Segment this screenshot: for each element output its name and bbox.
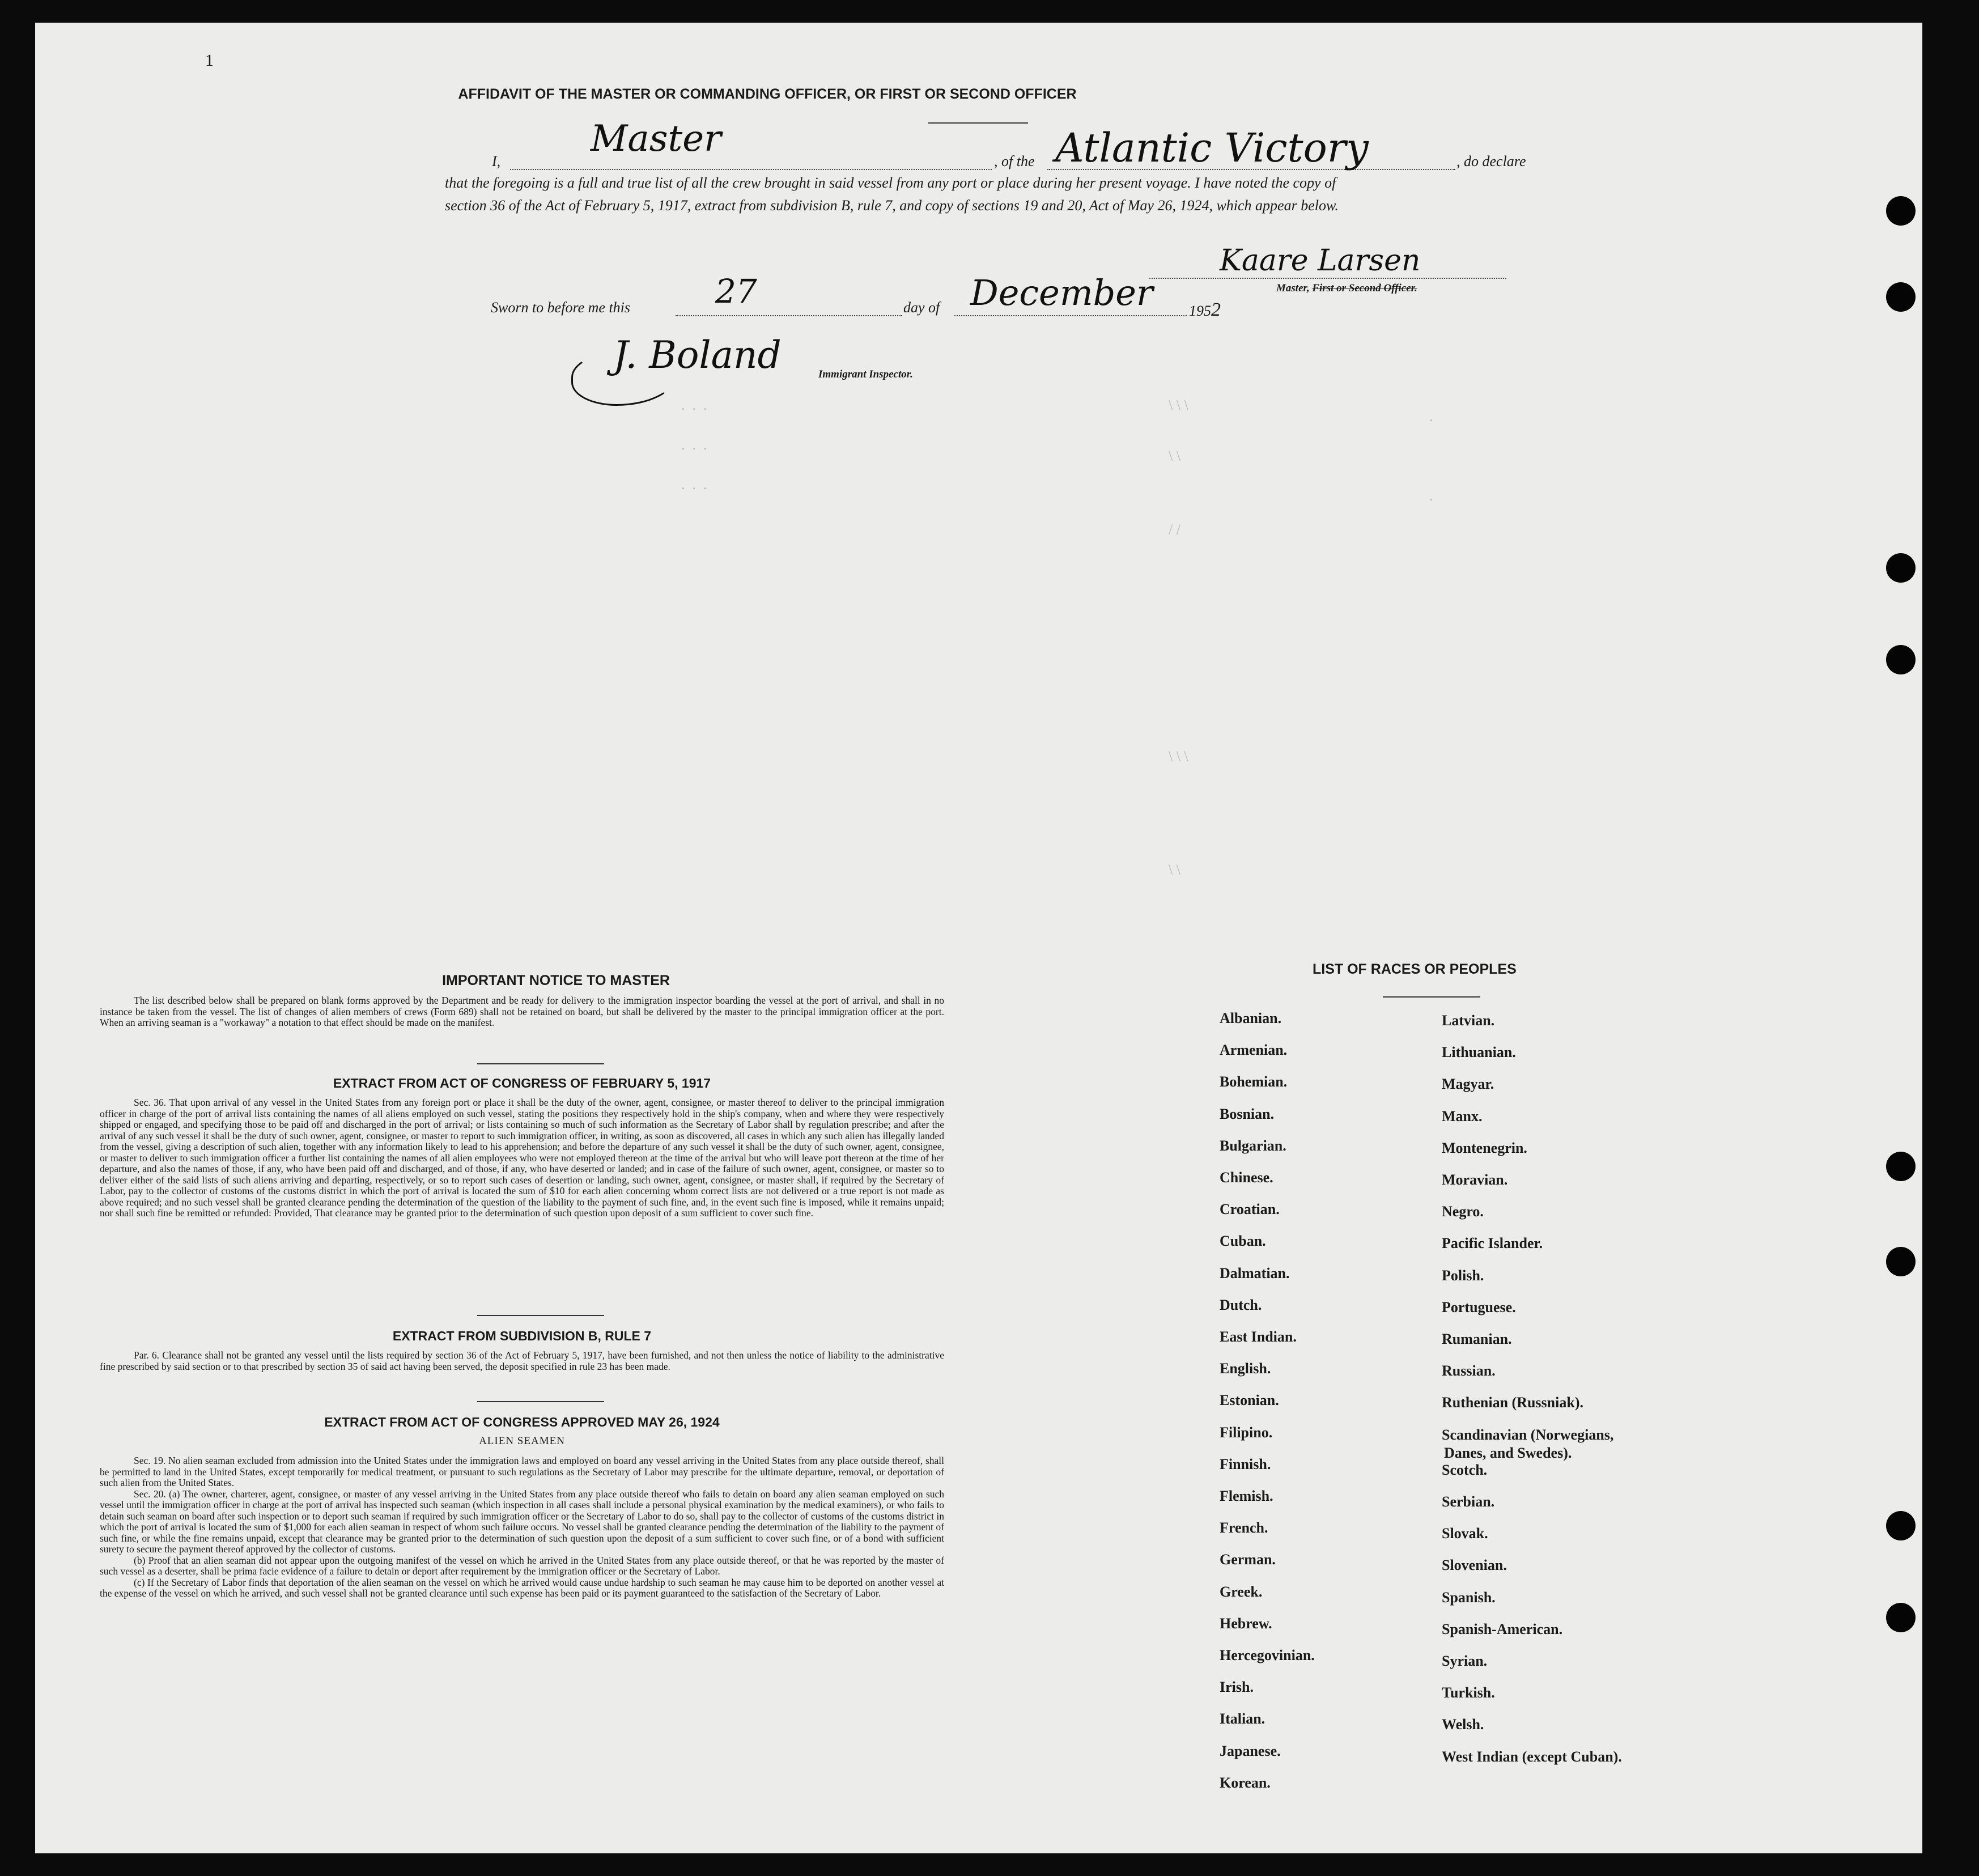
race-item: Hebrew. bbox=[1220, 1615, 1272, 1632]
year-digit-handwriting: 2 bbox=[1211, 299, 1221, 320]
master-signature: Kaare Larsen bbox=[1220, 244, 1421, 278]
race-item: Welsh. bbox=[1442, 1716, 1484, 1733]
i-field-line bbox=[510, 169, 992, 170]
notice-heading: IMPORTANT NOTICE TO MASTER bbox=[442, 973, 670, 988]
race-item: Moravian. bbox=[1442, 1172, 1508, 1188]
extract-1924-body bbox=[100, 1455, 944, 1599]
day-of-label: day of bbox=[903, 299, 940, 316]
race-item: Manx. bbox=[1442, 1107, 1483, 1124]
divider-1 bbox=[477, 1063, 604, 1064]
race-item: Portuguese. bbox=[1442, 1298, 1516, 1315]
of-the-label: , of the bbox=[994, 153, 1035, 169]
race-item: Greek. bbox=[1220, 1583, 1263, 1600]
race-item: Scandinavian (Norwegians, bbox=[1442, 1426, 1614, 1443]
sec20c-text: (c) If the Secretary of Labor finds that deportation of the alien seaman on the vessel on which he arrived would cause undue hardship to such seaman he may cause him to be deported on another vessel at the expense of the vessel on which he arrived, and such vessel shall not be granted clearance until such expense has been paid or its payment guaranteed to the satisfaction of the Secretary of Labor. bbox=[100, 1576, 944, 1599]
sworn-label: Sworn to before me this bbox=[491, 299, 631, 316]
race-item: Flemish. bbox=[1220, 1488, 1273, 1504]
race-item: Dutch. bbox=[1220, 1296, 1262, 1313]
race-item: Chinese. bbox=[1220, 1169, 1273, 1186]
sworn-month-handwriting: December bbox=[970, 272, 1153, 313]
extract-1917-heading: EXTRACT FROM ACT OF CONGRESS OF FEBRUARY 5, 1917 bbox=[333, 1076, 711, 1090]
binder-hole bbox=[1886, 1247, 1916, 1276]
race-item: Dalmatian. bbox=[1220, 1264, 1290, 1281]
race-item: French. bbox=[1220, 1520, 1268, 1537]
race-item: Turkish. bbox=[1442, 1684, 1495, 1701]
binder-hole bbox=[1886, 1603, 1916, 1632]
race-item: Rumanian. bbox=[1442, 1331, 1512, 1347]
do-declare-label: , do declare bbox=[1456, 153, 1526, 169]
race-item: Bulgarian. bbox=[1220, 1137, 1286, 1154]
year-label bbox=[1189, 299, 1221, 321]
vessel-handwriting: Atlantic Victory bbox=[1055, 125, 1369, 171]
race-item: Albanian. bbox=[1220, 1010, 1282, 1026]
binder-hole bbox=[1886, 196, 1916, 226]
race-item: German. bbox=[1220, 1551, 1276, 1568]
master-caption-struck: First or Second Officer. bbox=[1312, 282, 1417, 294]
show-through-marks: . . . . . . . . . \ \ \ \ \ / / . . \ \ \ \ \ bbox=[681, 397, 1433, 878]
race-item: Korean. bbox=[1220, 1774, 1271, 1791]
race-item: Spanish-American. bbox=[1442, 1620, 1563, 1637]
sec20b-text: (b) Proof that an alien seaman did not appear upon the outgoing manifest of the vessel on which he arrived in the United States from any place outside thereof, or that he was reported by the master of such vessel as a deserter, shall be prima facie evidence of a failure to detain or deport after requirement by the immigration officer or the Secretary of Labor. bbox=[100, 1554, 944, 1577]
extract-1917-text: Sec. 36. That upon arrival of any vessel in the United States from any foreign port or place it shall be the duty of the owner, agent, consignee, or master thereof to deliver to the principal immigration officer in charge of the port of arrival lists containing the names of all aliens employed on such vessel, stating the positions they respectively hold in the ship's company, when and where they were respectively shipped or engaged, and specifying those to be paid off and discharged in the port of arrival; or lists containing so much of such information as the Secretary of Labor shall by regulation prescribe; and after the arrival of any such vessel it shall be the duty of such owner, agent, consignee, or master to report to such immigration officer, in writing, as soon as discovered, all cases in which any such alien has illegally landed from the vessel, giving a description of such alien, together with any information likely to lead to his apprehension; and before the departure of any such vessel it shall be the duty of such owner, agent, consignee, or master to deliver to such immigration officer a further list containing the names of all alien employees who were not employed thereon at the time of the arrival but who will leave port thereon at the time of her departure, and also the names of those, if any, who have been paid off and discharged, and of those, if any, who have deserted or landed; and in case of the failure of such owner, agent, consignee, or master so to deliver either of the said lists of such aliens arriving and departing, respectively, or so to report such cases of desertion or landing, such owner, agent, consignee, or master shall, if required by the Secretary of Labor, pay to the collector of customs of the customs district in which the port of arrival is located the sum of $10 for each alien concerning whom correct lists are not delivered or a true report is not made as above required; and no such vessel shall be granted clearance pending the determination of the question of the liability to the payment of such fine, and, in the event such fine is imposed, while it remains unpaid; nor shall such fine be remitted or refunded: Provided, That clearance may be granted prior to the determination of such question upon deposit of a sum sufficient to cover such fine. bbox=[100, 1097, 944, 1219]
race-item: Hercegovinian. bbox=[1220, 1647, 1315, 1663]
binder-hole bbox=[1886, 553, 1916, 583]
race-item: Pacific Islander. bbox=[1442, 1235, 1543, 1252]
race-item: Montenegrin. bbox=[1442, 1139, 1527, 1156]
race-item: Bosnian. bbox=[1220, 1105, 1275, 1122]
binder-hole bbox=[1886, 645, 1916, 674]
race-item: Polish. bbox=[1442, 1267, 1484, 1284]
race-item: Slovenian. bbox=[1442, 1557, 1507, 1574]
race-item: Cuban. bbox=[1220, 1233, 1266, 1250]
master-caption-text: Master, bbox=[1276, 282, 1310, 294]
race-item: Scotch. bbox=[1442, 1461, 1488, 1478]
document-page bbox=[35, 23, 1922, 1853]
sworn-month-line bbox=[954, 315, 1187, 316]
declaration-line-2: section 36 of the Act of February 5, 1917, extract from subdivision B, rule 7, and copy of sections 19 and 20, Act of May 26, 1924, which appear below. bbox=[445, 197, 1339, 214]
race-item: West Indian (except Cuban). bbox=[1442, 1748, 1622, 1765]
races-heading: LIST OF RACES OR PEOPLES bbox=[1313, 961, 1517, 977]
race-item: Bohemian. bbox=[1220, 1073, 1288, 1090]
race-item: East Indian. bbox=[1220, 1329, 1297, 1345]
race-item: Filipino. bbox=[1220, 1424, 1273, 1441]
race-item: Italian. bbox=[1220, 1711, 1265, 1728]
master-caption bbox=[1276, 282, 1417, 295]
title-rule bbox=[928, 122, 1028, 124]
race-item: Syrian. bbox=[1442, 1653, 1488, 1669]
race-item: Japanese. bbox=[1220, 1742, 1281, 1759]
master-signature-line bbox=[1149, 278, 1506, 279]
races-rule bbox=[1383, 996, 1480, 998]
master-handwriting: Master bbox=[591, 118, 721, 160]
race-item: Irish. bbox=[1220, 1679, 1254, 1696]
binder-hole bbox=[1886, 1511, 1916, 1540]
inspector-caption: Immigrant Inspector. bbox=[818, 368, 913, 380]
sworn-day-line bbox=[676, 315, 902, 316]
race-item: Latvian. bbox=[1442, 1012, 1495, 1029]
race-item: Croatian. bbox=[1220, 1201, 1280, 1218]
race-item: Lithuanian. bbox=[1442, 1044, 1516, 1061]
sworn-day-handwriting: 27 bbox=[715, 272, 757, 311]
declaration-line-1: that the foregoing is a full and true list of all the crew brought in said vessel from any port or place during her present voyage. I have noted the copy of bbox=[445, 175, 1336, 191]
race-item: Ruthenian (Russniak). bbox=[1442, 1394, 1583, 1411]
race-item: Russian. bbox=[1442, 1363, 1496, 1380]
binder-hole bbox=[1886, 282, 1916, 312]
extract-1924-heading: EXTRACT FROM ACT OF CONGRESS APPROVED MAY 26, 1924 bbox=[324, 1415, 720, 1429]
race-item: Serbian. bbox=[1442, 1493, 1495, 1510]
race-item: Negro. bbox=[1442, 1203, 1484, 1220]
inspector-signature: J. Boland bbox=[613, 333, 782, 377]
sec19-text: Sec. 19. No alien seaman excluded from admission into the United States under the immigration laws and employed on board any vessel arriving in the United States from any place outside thereof, shall be permitted to land in the United States, except temporarily for medical treatment, or pursuant to such regulations as the Secretary of Labor may prescribe for the ultimate departure, removal, or deportation of such alien from the United States. bbox=[100, 1455, 944, 1488]
race-item: Finnish. bbox=[1220, 1455, 1271, 1472]
affidavit-title: AFFIDAVIT OF THE MASTER OR COMMANDING OFFICER, OR FIRST OR SECOND OFFICER bbox=[458, 86, 1077, 102]
extract-1924-subheading: ALIEN SEAMEN bbox=[479, 1435, 565, 1447]
rule7-text: Par. 6. Clearance shall not be granted any vessel until the lists required by section 36 of the Act of February 5, 1917, have been furnished, and not then unless the notice of liability to the administrative fine prescribed by said section or to that prescribed by section 35 of said act having been served, the deposit specified in rule 23 has been made. bbox=[100, 1349, 944, 1372]
race-item: Magyar. bbox=[1442, 1076, 1494, 1093]
year-prefix: 195 bbox=[1189, 303, 1211, 319]
binder-hole bbox=[1886, 1152, 1916, 1181]
page-number: 1 bbox=[205, 51, 214, 70]
divider-3 bbox=[477, 1401, 604, 1402]
divider-2 bbox=[477, 1315, 604, 1316]
race-item: Spanish. bbox=[1442, 1589, 1496, 1606]
notice-text: The list described below shall be prepared on blank forms approved by the Department and be ready for delivery to the immigration inspector boarding the vessel at the port of arrival, and shall in no instance be taken from the vessel. The list of changes of alien members of crews (Form 689) shall not be retained on board, but shall be delivered by the master to the principal immigration officer at the port. When an arriving seaman is a "workaway" a notation to that effect should be made on the manifest. bbox=[100, 995, 944, 1028]
i-label: I, bbox=[492, 153, 501, 169]
inspector-scrawl bbox=[571, 351, 677, 406]
race-item: Danes, and Swedes). bbox=[1444, 1444, 1572, 1461]
race-item: Estonian. bbox=[1220, 1392, 1279, 1409]
sec20a-text: Sec. 20. (a) The owner, charterer, agent, consignee, or master of any vessel arriving in the United States from any place outside thereof who fails to detain on board any alien seaman employed on such vessel until the immigration officer in charge at the port of arrival has inspected such seaman (which inspection in all cases shall include a personal physical examination by the medical examiners), or who fails to detain such seaman on board after such inspection or to deport such seaman if required by such immigration officer or the Secretary of Labor to do so, shall pay to the collector of customs of the customs district in which the port of arrival is located the sum of $1,000 for each alien seaman in respect of whom such failure occurs. No vessel shall be granted clearance pending the determination of the liability to the payment of such fine, or while the fine remains unpaid, except that clearance may be granted prior to the determination of such question upon the deposit of a sum sufficient to cover such fine, or of a bond with sufficient surety to secure the payment thereof approved by the collector of customs. bbox=[100, 1488, 944, 1555]
rule7-heading: EXTRACT FROM SUBDIVISION B, RULE 7 bbox=[392, 1329, 652, 1343]
race-item: English. bbox=[1220, 1360, 1271, 1377]
race-item: Slovak. bbox=[1442, 1525, 1488, 1542]
race-item: Armenian. bbox=[1220, 1042, 1288, 1059]
